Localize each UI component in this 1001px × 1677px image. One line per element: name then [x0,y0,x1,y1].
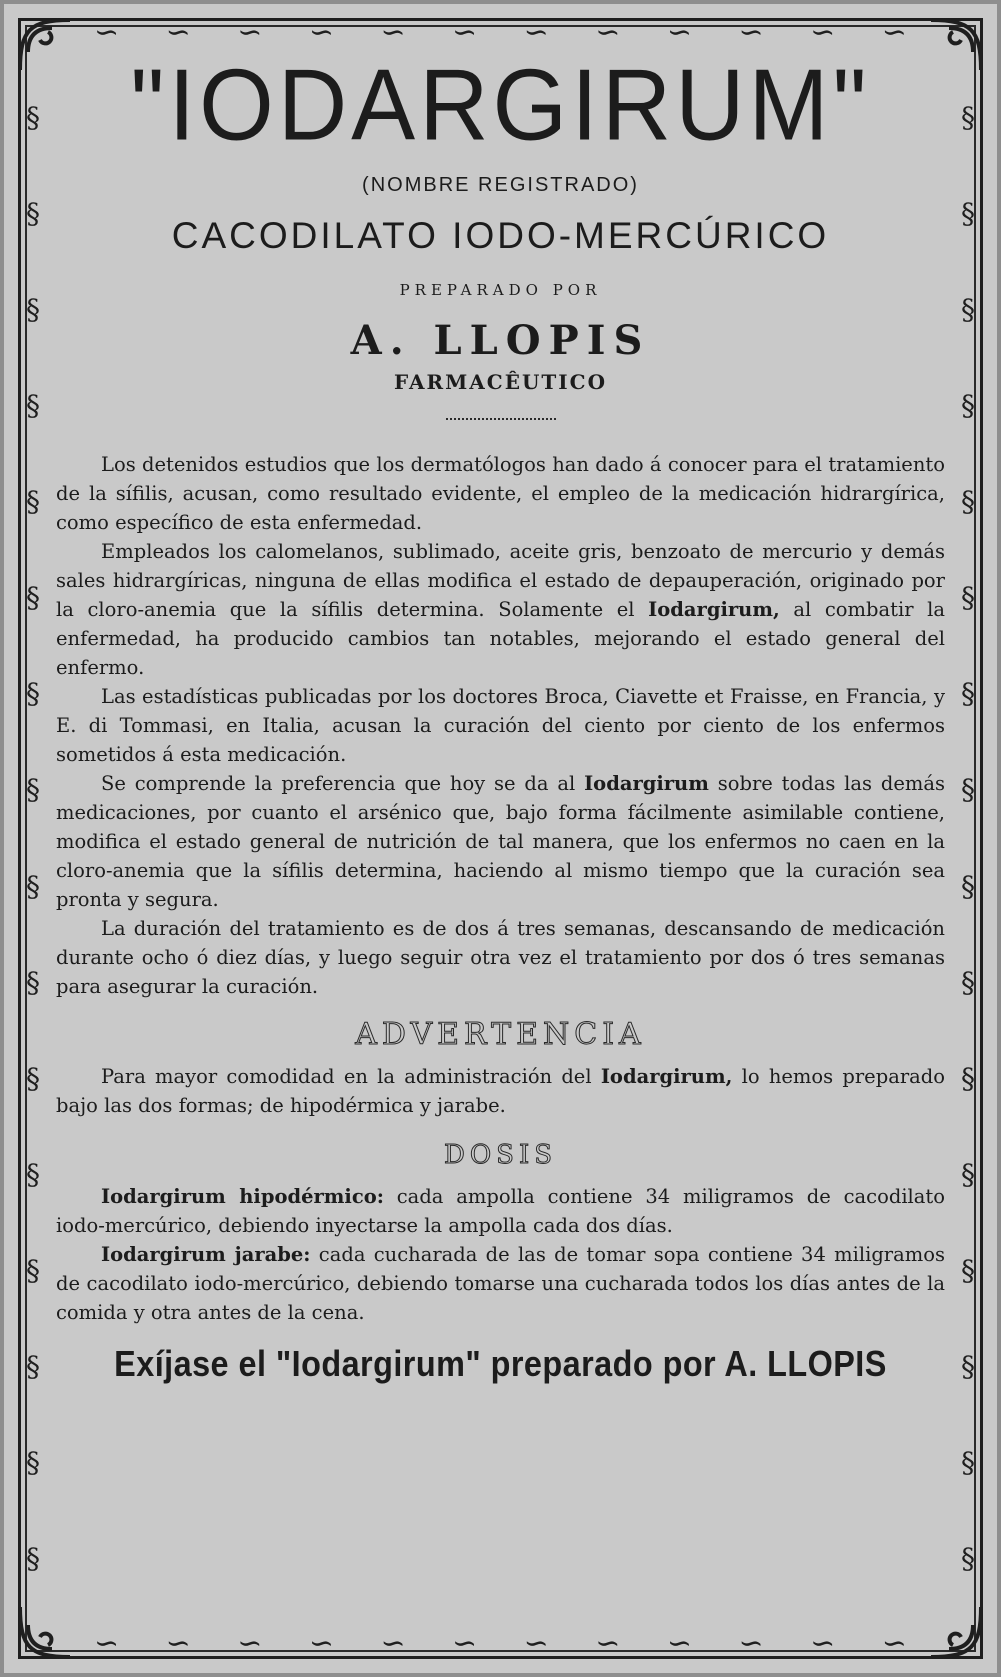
left-scroll-ornament: § § § § § § § § § § § § § § § § [26,101,40,1575]
paragraph: La duración del tratamiento es de dos á tres semanas, descansando de medicación durante ocho ó diez días, y luego seguir otra vez el tratamiento por dos ó tres semanas para asegurar la curación. [56,917,945,998]
paragraph: Las estadísticas publicadas por los doctores Broca, Ciavette et Fraisse, en Francia, y E. di Tommasi, en Italia, acusan la curación del ciento por ciento de los enfermos sometidos á esta medicación. [56,685,945,766]
divider [446,418,556,420]
bottom-scroll-ornament: ∽ ∽ ∽ ∽ ∽ ∽ ∽ ∽ ∽ ∽ ∽ ∽ [94,1626,907,1661]
dosis-text [50,1182,951,1327]
paragraph: Se comprende la preferencia que hoy se da al Iodargirum sobre todas las demás medicaciones, por cuanto el arsénico que, bajo forma fácilmente asimilable contiene, modifica el estado general de nutrición de tal manera, que los enfermos no caen en la cloro-anemia que la sífilis determina, haciendo al mismo tiempo que la curación sea pronta y segura. [56,772,946,911]
dosis-heading: DOSIS [443,1140,558,1170]
author-name: A. LLOPIS [350,317,651,364]
paragraph: Los detenidos estudios que los dermatólogos han dado á conocer para el tratamiento de la sífilis, acusan, como resultado evidente, el empleo de la medicación hidrargírica, como específico de esta enfermedad. [56,453,945,534]
advertencia-text [50,1062,951,1120]
right-scroll-ornament: § § § § § § § § § § § § § § § § [961,101,975,1575]
advertisement-content [50,49,951,1385]
top-scroll-ornament: ∽ ∽ ∽ ∽ ∽ ∽ ∽ ∽ ∽ ∽ ∽ ∽ [94,15,907,50]
paragraph: Para mayor comodidad en la administración del Iodargirum, lo hemos preparado bajo las dos formas; de hipodérmica y jarabe. [56,1065,945,1117]
paragraph: Iodargirum jarabe: cada cucharada de las de tomar sopa contiene 34 miligramos de cacodilato iodo-mercúrico, debiendo tomarse una cucharada todos los días antes de la comida y otra antes de la cena. [56,1243,945,1324]
prepared-by-label: PREPARADO POR [399,281,602,299]
body-text [50,450,951,1001]
brand-title: "IODARGIRUM" [130,49,871,162]
author-profession: FARMACÊUTICO [393,370,607,394]
closing-slogan: Exíjase el "Iodargirum" preparado por A. LLOPIS [114,1343,887,1384]
registered-note: (NOMBRE REGISTRADO) [362,174,639,196]
advertencia-heading: ADVERTENCIA [355,1017,646,1052]
paragraph: Empleados los calomelanos, sublimado, aceite gris, benzoato de mercurio y demás sales hidrargíricas, ninguna de ellas modifica el estado de depauperación, originado por la cloro-anemia que la sífilis determina. Solamente el Iodargirum, al combatir la enfermedad, ha producido cambios tan notables, mejorando el estado general del enfermo. [56,540,945,679]
corner-scroll-icon [921,1597,991,1667]
paragraph: Iodargirum hipodérmico: cada ampolla contiene 34 miligramos de cacodilato iodo-mercúrico, debiendo inyectarse la ampolla cada dos días. [56,1185,945,1237]
advertisement-page [4,4,997,1673]
corner-scroll-icon [10,1597,80,1667]
product-name: CACODILATO IODO-MERCÚRICO [171,215,830,256]
